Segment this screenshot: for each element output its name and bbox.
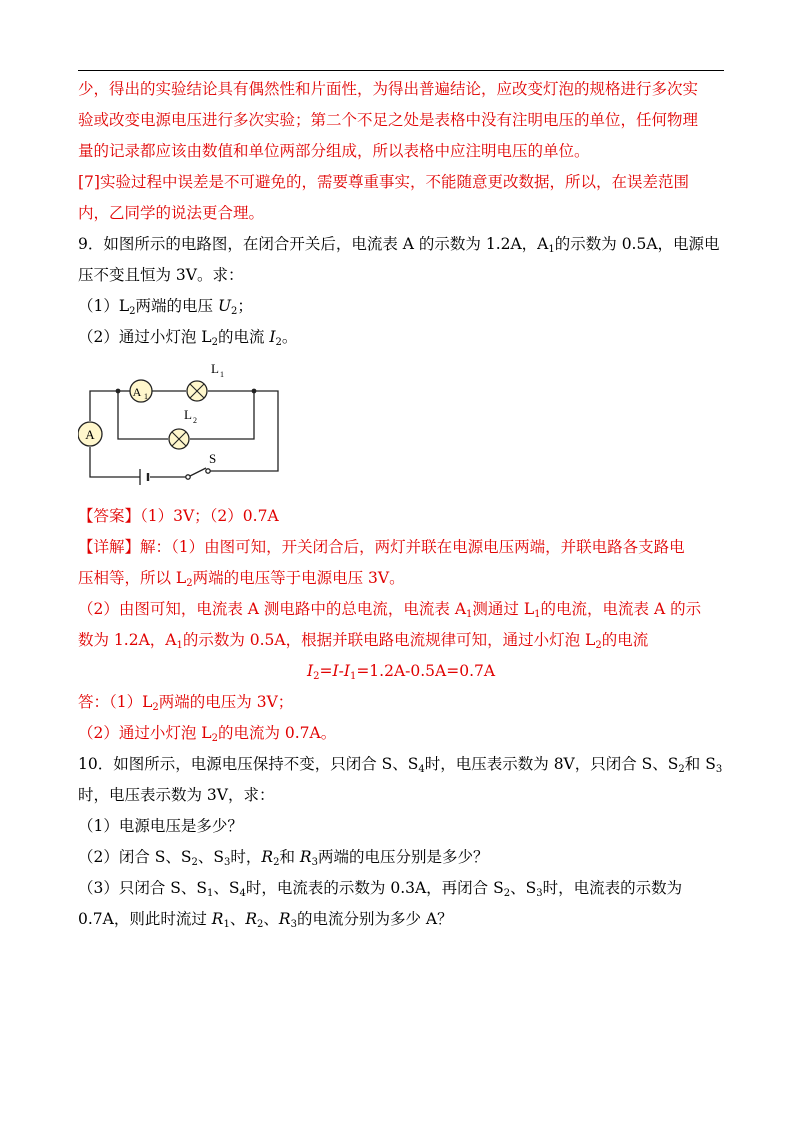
q9-detail-line-2: 压相等，所以 $L_2$两端的电压等于电源电压 3V。	[78, 569, 405, 589]
answer-tag: 【答案】	[78, 507, 141, 525]
ammeter-branch-icon	[130, 380, 152, 402]
prev-answer-line-3: 量的记录都应该由数值和单位两部分组成，所以表格中应注明电压的单位。	[78, 142, 590, 160]
prev-answer-line-2: 验或改变电源电压进行多次实验；第二个不足之处是表格中没有注明电压的单位，任何物理	[78, 111, 699, 129]
lamp-l2-icon	[169, 429, 189, 449]
lamp-l1-label: L	[211, 361, 219, 376]
switch-label: S	[209, 451, 217, 466]
q9-answer: 【答案】（1）3V；（2）0.7A	[78, 507, 279, 525]
q9-reply-2: （2）通过小灯泡 $L_2$的电流为 0.7A。	[78, 724, 337, 744]
q10-stem-line-1: 10．如图所示，电源电压保持不变，只闭合 S、$S_4$时，电压表示数为 8V，只闭合 S、$S_2$和 $S_3$	[78, 755, 723, 775]
q9-formula: $I_2=I-I_1=1.2A-0.5A=0.7A$	[306, 662, 496, 682]
q9-part-2: （2）通过小灯泡 $L_2$的电流 $I_2$。	[78, 328, 298, 348]
ammeter-total-icon	[78, 422, 102, 446]
q9-reply-1: 答：$(1)L_2$两端的电压为 3V；	[78, 693, 294, 713]
ammeter-branch-sub: 1	[144, 392, 148, 401]
prev-answer-line-1: 少，得出的实验结论具有偶然性和片面性，为得出普遍结论，应改变灯泡的规格进行多次实	[78, 80, 699, 98]
q9-detail-line-1: 【详解】解：（1）由图可知，开关闭合后，两灯并联在电源电压两端，并联电路各支路电	[78, 538, 685, 556]
wire-left-top	[90, 391, 116, 421]
wire-right	[208, 391, 278, 471]
ammeter-total-label: A	[85, 427, 95, 442]
switch-pivot	[186, 475, 190, 479]
lamp-l1-sub: 1	[220, 370, 224, 379]
q10-part-1: （1）电源电压是多少？	[78, 817, 243, 835]
lamp-l2-label: L	[184, 407, 192, 422]
junction-left	[116, 389, 121, 394]
prev-answer-line-5: 内，乙同学的说法更合理。	[78, 204, 265, 222]
q9-detail-line-3: （2）由图可知，电流表 A 测电路中的总电流，电流表 $A_1$测通过 $L_1$的电流，电流表 A 的示	[78, 600, 702, 620]
lamp-l1-icon	[187, 381, 207, 401]
junction-right	[252, 389, 257, 394]
switch-blade	[190, 468, 206, 476]
q9-part-1: $(1)L_2$两端的电压 $U_2$；	[78, 297, 253, 317]
lamp-l2-sub: 2	[193, 416, 197, 425]
q9-stem-line-2: 压不变且恒为 3V。求：	[78, 266, 244, 284]
ammeter-branch-label: A	[132, 385, 142, 399]
circuit-svg	[78, 357, 298, 497]
q9-stem-line-1: 9．如图所示的电路图，在闭合开关后，电流表 A 的示数为 1.2A，$A_1$的示数为 0.5A，电源电	[78, 235, 720, 255]
q10-part-2: （2）闭合 S、$S_2$、$S_3$时，$R_2$和 $R_3$两端的电压分别是多少？	[78, 848, 489, 868]
prev-answer-line-4: [7]实验过程中误差是不可避免的，需要尊重事实，不能随意更改数据，所以，在误差范围	[78, 173, 689, 191]
detail-tag: 【详解】	[78, 538, 141, 556]
wire-left-bottom	[90, 447, 140, 477]
q10-part-3-cont: 0.7A，则此时流过 $R_1$、$R_2$、$R_3$的电流分别为多少 A？	[78, 910, 453, 930]
q10-stem-line-2: 时，电压表示数为 3V，求：	[78, 786, 275, 804]
header-rule	[78, 70, 724, 71]
q9-detail-line-4: 数为 1.2A，$A_1$的示数为 0.5A，根据并联电路电流规律可知，通过小灯泡 $L_2$的电流	[78, 631, 649, 651]
page-content	[78, 74, 724, 935]
q10-part-3: （3）只闭合 S、$S_1$、$S_4$时，电流表的示数为 0.3A，再闭合 $S_2$、$S_3$时，电流表的示数为	[78, 879, 683, 899]
circuit-diagram	[78, 357, 724, 497]
